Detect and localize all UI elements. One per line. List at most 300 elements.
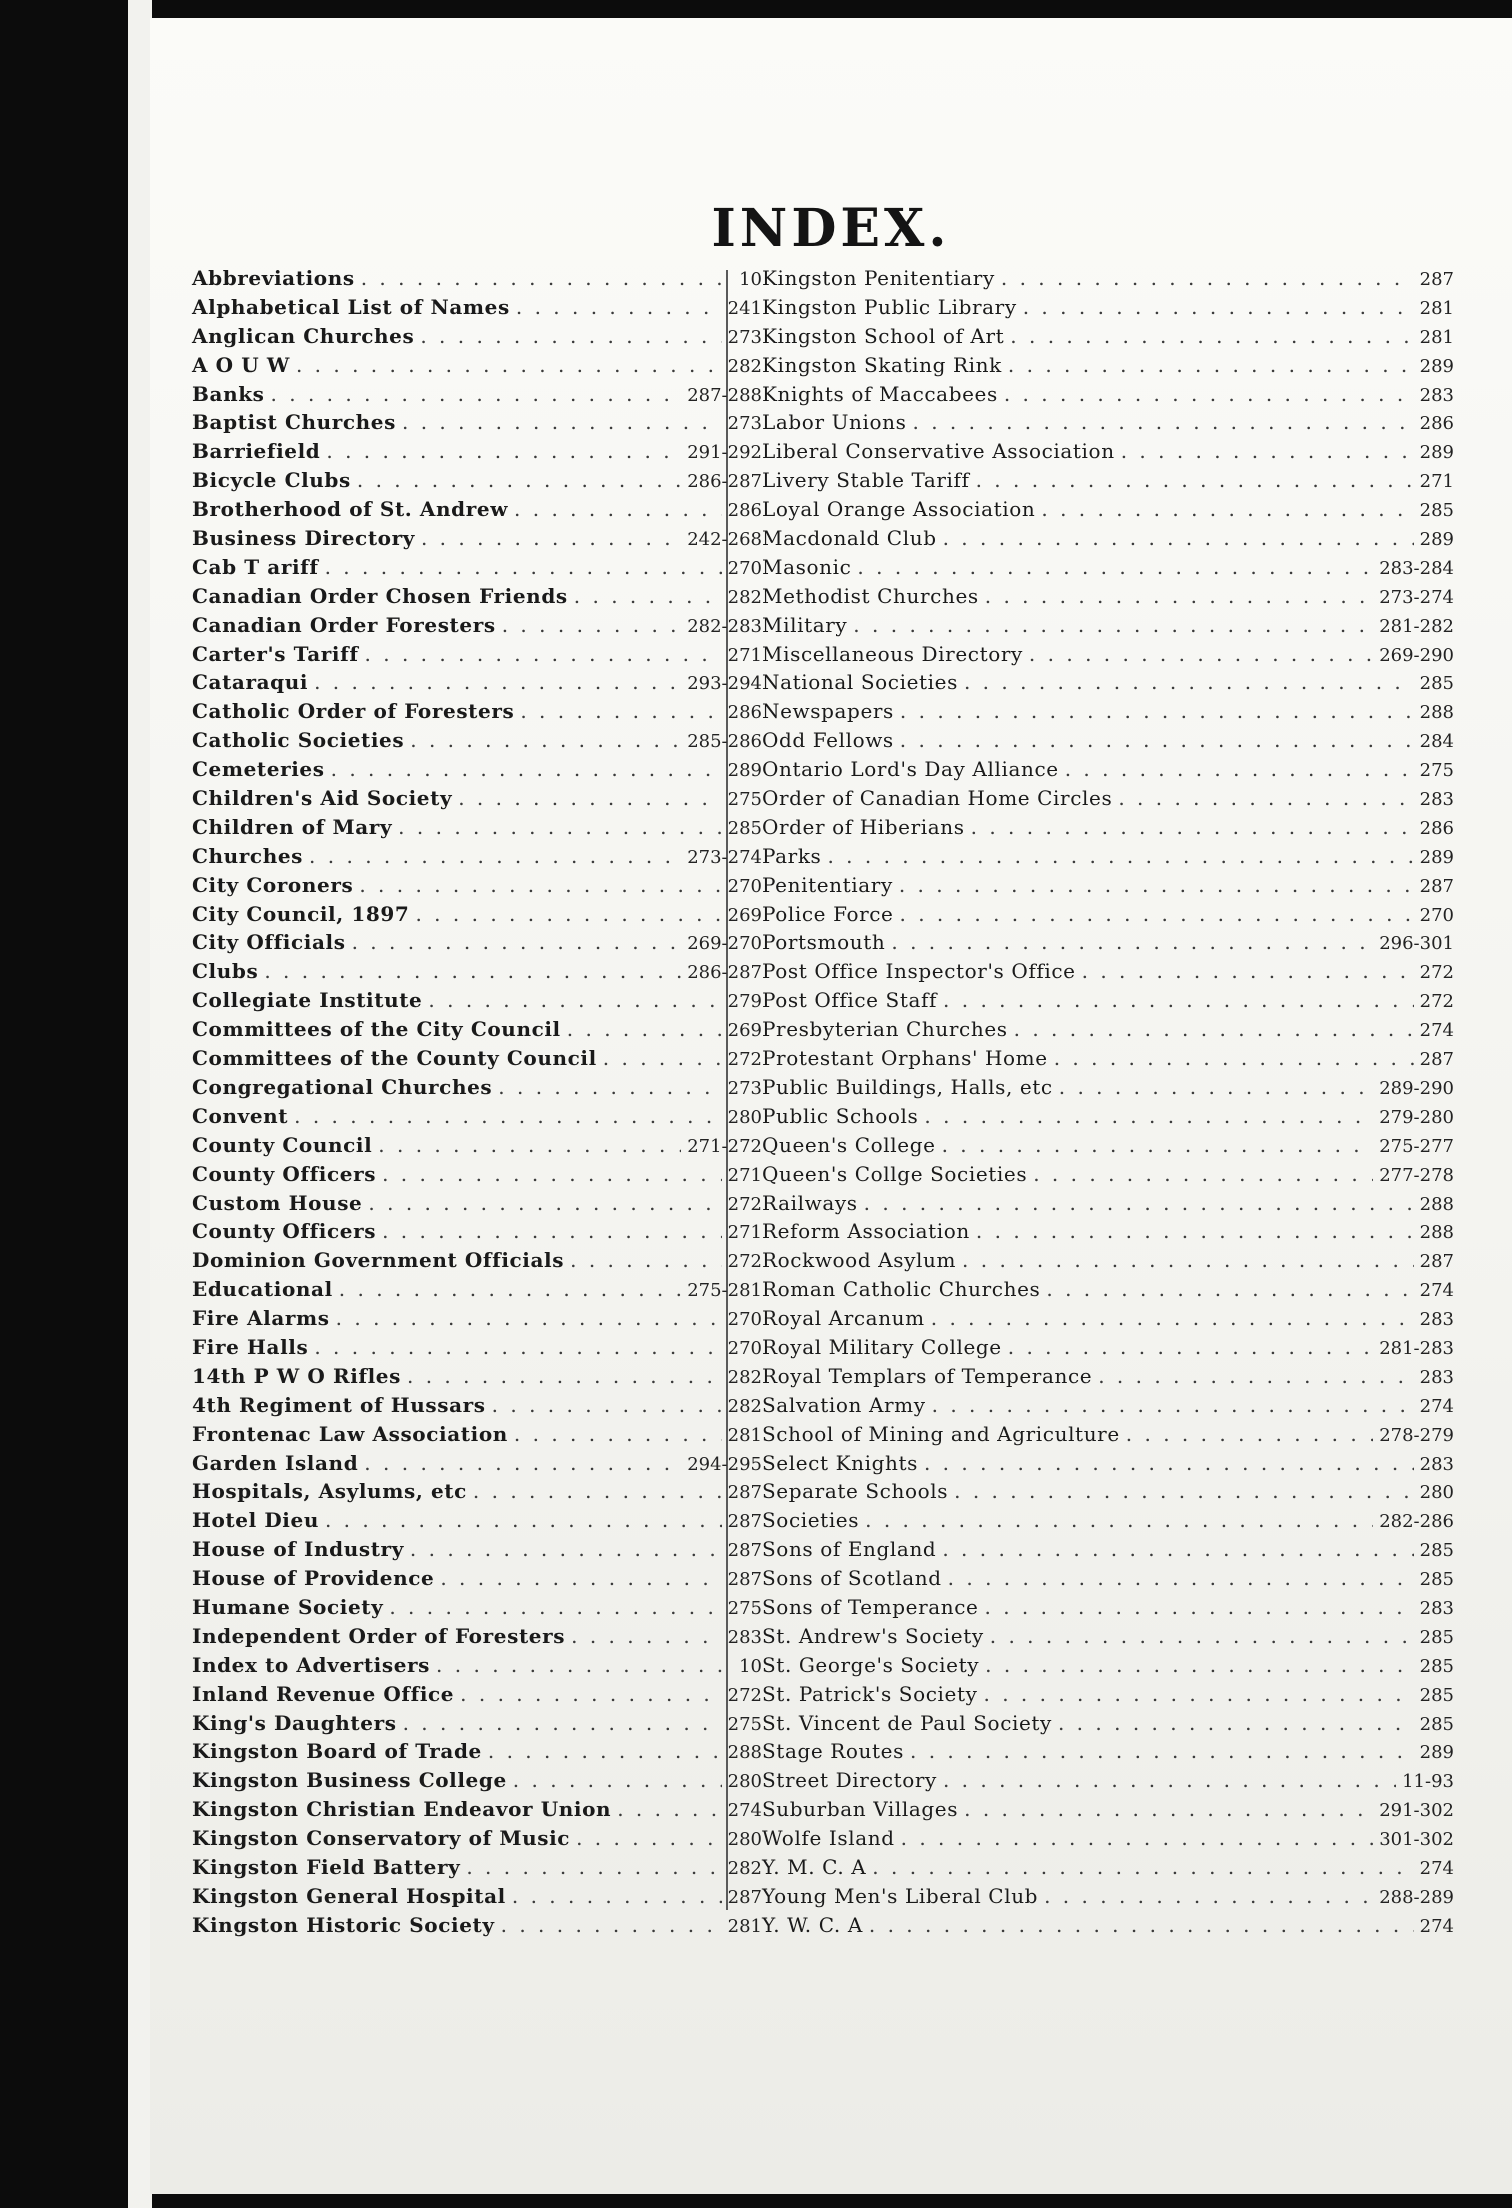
dot-leader — [398, 813, 721, 842]
entry-page-number: 274 — [1419, 1280, 1454, 1302]
dot-leader — [421, 524, 681, 553]
dot-leader — [1008, 1333, 1373, 1362]
entry-page-number: 270 — [727, 875, 762, 897]
index-entry — [762, 495, 1454, 524]
entry-name: Kingston Conservatory of Music — [192, 1826, 571, 1851]
dot-leader — [1082, 957, 1414, 986]
dot-leader — [325, 553, 722, 582]
entry-page-number: 286 — [1419, 413, 1454, 435]
entry-name: Livery Stable Tariff — [762, 468, 970, 493]
index-entry — [192, 466, 762, 495]
dot-leader — [382, 1217, 722, 1246]
entry-page-number: 280 — [727, 1771, 762, 1793]
dot-leader — [436, 1651, 733, 1680]
entry-page-number: 283 — [1419, 789, 1454, 811]
index-entry — [192, 1506, 762, 1535]
index-entry — [192, 1391, 762, 1420]
entry-page-number: 293-294 — [687, 673, 762, 695]
entry-page-number: 272 — [727, 1049, 762, 1071]
entry-name: Anglican Churches — [192, 323, 415, 348]
entry-page-number: 285 — [1419, 1540, 1454, 1562]
index-entry — [192, 640, 762, 669]
page-title: INDEX. — [711, 198, 951, 259]
index-entry — [192, 1015, 762, 1044]
entry-name: Order of Hiberians — [762, 814, 965, 839]
entry-name: Kingston Field Battery — [192, 1854, 461, 1879]
entry-name: Kingston Public Library — [762, 294, 1017, 319]
index-entry — [762, 1564, 1454, 1593]
dot-leader — [932, 1391, 1414, 1420]
index-entry — [192, 1246, 762, 1275]
dot-leader — [567, 1015, 722, 1044]
index-entry — [192, 1073, 762, 1102]
dot-leader — [954, 1477, 1414, 1506]
entry-name: Kingston Business College — [192, 1768, 507, 1793]
entry-name: Public Buildings, Halls, etc — [762, 1074, 1053, 1099]
index-entry — [192, 351, 762, 380]
entry-name: Kingston Christian Endeavor Union — [192, 1797, 612, 1822]
entry-name: Royal Templars of Temperance — [762, 1363, 1093, 1388]
entry-name: St. Andrew's Society — [762, 1623, 984, 1648]
index-entry — [762, 957, 1454, 986]
dot-leader — [1098, 1362, 1413, 1391]
index-entry — [762, 871, 1454, 900]
index-entry — [762, 1680, 1454, 1709]
dot-leader — [1010, 322, 1413, 351]
index-entry — [192, 900, 762, 929]
index-entry — [192, 437, 762, 466]
entry-name: Churches — [192, 843, 304, 868]
index-entry — [762, 322, 1454, 351]
index-entry — [192, 1766, 762, 1795]
index-entry — [192, 1651, 762, 1680]
entry-page-number: 279-280 — [1379, 1106, 1454, 1128]
index-entry — [192, 1304, 762, 1333]
entry-page-number: 272 — [727, 1193, 762, 1215]
dot-leader — [514, 495, 722, 524]
entry-page-number: 294-295 — [687, 1453, 762, 1475]
entry-name: Educational — [192, 1277, 333, 1302]
entry-page-number: 275-281 — [687, 1280, 762, 1302]
dot-leader — [420, 322, 721, 351]
entry-name: Baptist Churches — [192, 410, 396, 435]
index-entry — [192, 1420, 762, 1449]
entry-page-number: 283-284 — [1379, 557, 1454, 579]
entry-page-number: 289 — [1419, 355, 1454, 377]
entry-name: County Officers — [192, 1219, 377, 1244]
index-entry — [762, 1333, 1454, 1362]
entry-page-number: 287 — [727, 1482, 762, 1504]
entry-page-number: 287 — [727, 1511, 762, 1533]
dot-leader — [976, 1217, 1414, 1246]
dot-leader — [899, 871, 1414, 900]
entry-name: Street Directory — [762, 1768, 937, 1793]
entry-page-number: 270 — [1419, 904, 1454, 926]
dot-leader — [857, 553, 1373, 582]
entry-page-number: 283 — [1419, 1309, 1454, 1331]
dot-leader — [948, 1564, 1414, 1593]
index-entry — [192, 264, 762, 293]
dot-leader — [985, 1651, 1414, 1680]
entry-page-number: 281 — [727, 1915, 762, 1937]
dot-leader — [1029, 640, 1373, 669]
entry-name: Y. M. C. A — [762, 1854, 867, 1879]
dot-leader — [501, 1911, 722, 1940]
index-entry — [762, 1795, 1454, 1824]
entry-name: Cemeteries — [192, 757, 325, 782]
entry-page-number: 285 — [1419, 1626, 1454, 1648]
index-entry — [762, 900, 1454, 929]
index-entry — [762, 755, 1454, 784]
entry-page-number: 275 — [727, 789, 762, 811]
entry-name: Select Knights — [762, 1450, 918, 1475]
index-entry — [192, 1622, 762, 1651]
entry-name: Children of Mary — [192, 814, 393, 839]
dot-leader — [853, 611, 1373, 640]
entry-name: Protestant Orphans' Home — [762, 1046, 1048, 1071]
index-entry — [192, 1275, 762, 1304]
entry-name: Barriefield — [192, 439, 321, 464]
entry-name: Kingston Historic Society — [192, 1912, 495, 1937]
entry-page-number: 296-301 — [1379, 933, 1454, 955]
index-entry — [192, 495, 762, 524]
entry-page-number: 271 — [727, 1164, 762, 1186]
dot-leader — [361, 264, 733, 293]
index-entry — [762, 582, 1454, 611]
dot-leader — [869, 1911, 1414, 1940]
entry-page-number: 282 — [727, 1857, 762, 1879]
dot-leader — [1054, 1044, 1414, 1073]
entry-name: Police Force — [762, 901, 894, 926]
dot-leader — [271, 380, 682, 409]
entry-name: Dominion Government Officials — [192, 1248, 565, 1273]
index-entry — [762, 1709, 1454, 1738]
entry-name: Canadian Order Chosen Friends — [192, 583, 568, 608]
entry-name: Independent Order of Foresters — [192, 1623, 566, 1648]
index-left-column — [192, 264, 762, 1940]
index-entry — [762, 1131, 1454, 1160]
entry-page-number: 285-286 — [687, 731, 762, 753]
dot-leader — [331, 755, 722, 784]
entry-name: Alphabetical List of Names — [192, 294, 510, 319]
entry-page-number: 283 — [727, 1626, 762, 1648]
index-entry — [762, 1593, 1454, 1622]
dot-leader — [865, 1506, 1373, 1535]
index-entry — [762, 1102, 1454, 1131]
entry-page-number: 289 — [727, 760, 762, 782]
dot-leader — [473, 1477, 722, 1506]
entry-name: Inland Revenue Office — [192, 1681, 455, 1706]
entry-name: Convent — [192, 1103, 289, 1128]
dot-leader — [364, 1449, 681, 1478]
dot-leader — [1058, 1709, 1414, 1738]
dot-leader — [931, 1304, 1414, 1333]
entry-page-number: 281 — [1419, 297, 1454, 319]
entry-name: Fire Halls — [192, 1334, 309, 1359]
entry-page-number: 273 — [727, 413, 762, 435]
dot-leader — [976, 466, 1414, 495]
index-entry — [762, 697, 1454, 726]
entry-page-number: 273-274 — [1379, 586, 1454, 608]
entry-page-number: 273 — [727, 326, 762, 348]
entry-page-number: 269 — [727, 1020, 762, 1042]
dot-leader — [571, 1622, 722, 1651]
entry-name: Salvation Army — [762, 1392, 926, 1417]
dot-leader — [314, 1333, 721, 1362]
dot-leader — [365, 640, 722, 669]
index-entry — [192, 1882, 762, 1911]
entry-page-number: 274 — [1419, 1857, 1454, 1879]
index-entry — [192, 871, 762, 900]
entry-name: House of Industry — [192, 1537, 404, 1562]
entry-page-number: 274 — [1419, 1020, 1454, 1042]
dot-leader — [325, 1506, 722, 1535]
dot-leader — [502, 611, 681, 640]
entry-name: City Officials — [192, 930, 346, 955]
index-entry — [192, 1189, 762, 1218]
index-entry — [192, 322, 762, 351]
dot-leader — [1044, 1882, 1373, 1911]
entry-page-number: 282-283 — [687, 615, 762, 637]
entry-name: Kingston Penitentiary — [762, 266, 995, 290]
entry-page-number: 272 — [727, 1684, 762, 1706]
dot-leader — [264, 957, 681, 986]
index-entry — [192, 1102, 762, 1131]
entry-page-number: 289 — [1419, 529, 1454, 551]
entry-page-number: 278-279 — [1379, 1424, 1454, 1446]
index-entry — [762, 1506, 1454, 1535]
dot-leader — [913, 408, 1414, 437]
index-entry — [762, 264, 1454, 293]
dot-leader — [1065, 755, 1414, 784]
index-entry — [192, 1217, 762, 1246]
dot-leader — [1046, 1275, 1413, 1304]
entry-name: Post Office Staff — [762, 988, 938, 1013]
dot-leader — [368, 1189, 721, 1218]
entry-name: Roman Catholic Churches — [762, 1277, 1041, 1302]
dot-leader — [576, 1824, 722, 1853]
index-entry — [192, 755, 762, 784]
entry-name: St. George's Society — [762, 1652, 980, 1677]
entry-page-number: 274 — [1419, 1395, 1454, 1417]
dot-leader — [357, 466, 681, 495]
entry-page-number: 281-282 — [1379, 615, 1454, 637]
dot-leader — [574, 582, 722, 611]
index-entry — [762, 1651, 1454, 1680]
dot-leader — [403, 1709, 722, 1738]
dot-leader — [339, 1275, 681, 1304]
dot-leader — [382, 1160, 722, 1189]
entry-page-number: 286 — [727, 500, 762, 522]
entry-page-number: 273-274 — [687, 846, 762, 868]
dot-leader — [990, 1622, 1414, 1651]
index-entry — [192, 813, 762, 842]
dot-leader — [570, 1246, 722, 1275]
entry-page-number: 272 — [1419, 991, 1454, 1013]
entry-name: Royal Military College — [762, 1334, 1002, 1359]
dot-leader — [971, 813, 1414, 842]
dot-leader — [415, 900, 721, 929]
index-entry — [192, 380, 762, 409]
entry-name: Y. W. C. A — [762, 1912, 863, 1937]
dot-leader — [900, 900, 1414, 929]
entry-page-number: 285 — [1419, 1684, 1454, 1706]
index-entry — [762, 1824, 1454, 1853]
entry-name: Odd Fellows — [762, 728, 894, 753]
entry-name: Public Schools — [762, 1103, 919, 1128]
entry-page-number: 275 — [727, 1713, 762, 1735]
entry-page-number: 280 — [727, 1829, 762, 1851]
dot-leader — [864, 1189, 1414, 1218]
dot-leader — [466, 1853, 721, 1882]
entry-name: Frontenac Law Association — [192, 1421, 508, 1446]
entry-page-number: 275-277 — [1379, 1135, 1454, 1157]
entry-page-number: 271-272 — [687, 1135, 762, 1157]
dot-leader — [872, 1853, 1413, 1882]
index-entry — [192, 1044, 762, 1073]
index-entry — [762, 553, 1454, 582]
entry-name: Kingston School of Art — [762, 323, 1005, 348]
entry-page-number: 282 — [727, 1395, 762, 1417]
index-entry — [762, 842, 1454, 871]
entry-name: Kingston Board of Trade — [192, 1739, 482, 1764]
entry-page-number: 281 — [727, 1424, 762, 1446]
entry-name: Catholic Order of Foresters — [192, 699, 515, 724]
index-entry — [762, 1477, 1454, 1506]
entry-page-number: 288-289 — [1379, 1886, 1454, 1908]
dot-leader — [603, 1044, 722, 1073]
entry-name: Sons of Temperance — [762, 1594, 979, 1619]
index-entry — [762, 524, 1454, 553]
dot-leader — [943, 524, 1414, 553]
entry-page-number: 282-286 — [1379, 1511, 1454, 1533]
entry-page-number: 287 — [1419, 875, 1454, 897]
entry-page-number: 291-292 — [687, 442, 762, 464]
entry-name: Liberal Conservative Association — [762, 439, 1115, 464]
entry-page-number: 287 — [1419, 1251, 1454, 1273]
dot-leader — [984, 1593, 1413, 1622]
entry-name: Suburban Villages — [762, 1797, 959, 1822]
entry-page-number: 283 — [1419, 384, 1454, 406]
entry-name: Catholic Societies — [192, 728, 405, 753]
entry-name: Congregational Churches — [192, 1074, 493, 1099]
dot-leader — [514, 1420, 722, 1449]
entry-page-number: 287 — [1419, 1049, 1454, 1071]
entry-name: National Societies — [762, 670, 958, 695]
dot-leader — [410, 1535, 722, 1564]
entry-name: Clubs — [192, 959, 259, 984]
index-entry — [192, 611, 762, 640]
index-entry — [192, 293, 762, 322]
index-entry — [192, 582, 762, 611]
index-entry — [762, 1420, 1454, 1449]
entry-page-number: 287 — [1419, 269, 1454, 290]
dot-leader — [910, 1737, 1414, 1766]
entry-name: City Coroners — [192, 872, 354, 897]
entry-name: Presbyterian Churches — [762, 1017, 1008, 1042]
index-entry — [762, 1853, 1454, 1882]
entry-name: Banks — [192, 381, 265, 406]
entry-name: Newspapers — [762, 699, 894, 724]
entry-name: Macdonald Club — [762, 526, 937, 551]
entry-name: Committees of the City Council — [192, 1017, 561, 1042]
index-entry — [762, 437, 1454, 466]
entry-page-number: 289 — [1419, 846, 1454, 868]
index-entry — [192, 1593, 762, 1622]
entry-page-number: 10 — [739, 1655, 762, 1677]
dot-leader — [943, 1766, 1396, 1795]
entry-page-number: 283 — [1419, 1597, 1454, 1619]
index-entry — [762, 1449, 1454, 1478]
index-entry — [762, 1304, 1454, 1333]
dot-leader — [402, 408, 722, 437]
entry-name: A O U W — [192, 352, 290, 377]
dot-leader — [309, 842, 681, 871]
index-entry — [762, 1535, 1454, 1564]
entry-page-number: 288 — [727, 1742, 762, 1764]
entry-name: County Council — [192, 1132, 373, 1157]
dot-leader — [512, 1882, 722, 1911]
entry-name: Bicycle Clubs — [192, 468, 351, 493]
index-entry — [192, 524, 762, 553]
entry-name: Ontario Lord's Day Alliance — [762, 757, 1059, 782]
index-entry — [192, 1477, 762, 1506]
index-entry — [762, 928, 1454, 957]
entry-page-number: 287 — [727, 1540, 762, 1562]
index-entry — [192, 1680, 762, 1709]
index-entry — [192, 1824, 762, 1853]
entry-page-number: 285 — [1419, 1713, 1454, 1735]
entry-page-number: 288 — [1419, 1193, 1454, 1215]
entry-name: Canadian Order Foresters — [192, 612, 496, 637]
dot-leader — [492, 1391, 722, 1420]
entry-page-number: 282 — [727, 1366, 762, 1388]
index-entry — [762, 466, 1454, 495]
dot-leader — [983, 1680, 1413, 1709]
dot-leader — [440, 1564, 721, 1593]
entry-name: Societies — [762, 1508, 860, 1533]
dot-leader — [1023, 293, 1414, 322]
dot-leader — [942, 1131, 1374, 1160]
index-entry — [762, 1015, 1454, 1044]
index-entry — [762, 1391, 1454, 1420]
dot-leader — [520, 697, 721, 726]
index-entry — [762, 1737, 1454, 1766]
entry-name: Index to Advertisers — [192, 1652, 431, 1677]
entry-page-number: 269-290 — [1379, 644, 1454, 666]
entry-page-number: 282 — [727, 355, 762, 377]
index-entry — [762, 1044, 1454, 1073]
entry-page-number: 284 — [1419, 731, 1454, 753]
dot-leader — [410, 726, 681, 755]
entry-name: Abbreviations — [192, 266, 355, 290]
entry-name: Wolfe Island — [762, 1826, 895, 1851]
entry-page-number: 288 — [1419, 702, 1454, 724]
dot-leader — [516, 293, 722, 322]
index-entry — [762, 1246, 1454, 1275]
dot-leader — [428, 986, 721, 1015]
index-entry — [192, 1362, 762, 1391]
entry-page-number: 11-93 — [1402, 1771, 1454, 1793]
entry-page-number: 283 — [1419, 1453, 1454, 1475]
index-entry — [762, 640, 1454, 669]
entry-page-number: 281-283 — [1379, 1337, 1454, 1359]
index-entry — [762, 1073, 1454, 1102]
index-entry — [762, 726, 1454, 755]
dot-leader — [1126, 1420, 1373, 1449]
index-entry — [192, 1131, 762, 1160]
entry-page-number: 274 — [727, 1800, 762, 1822]
